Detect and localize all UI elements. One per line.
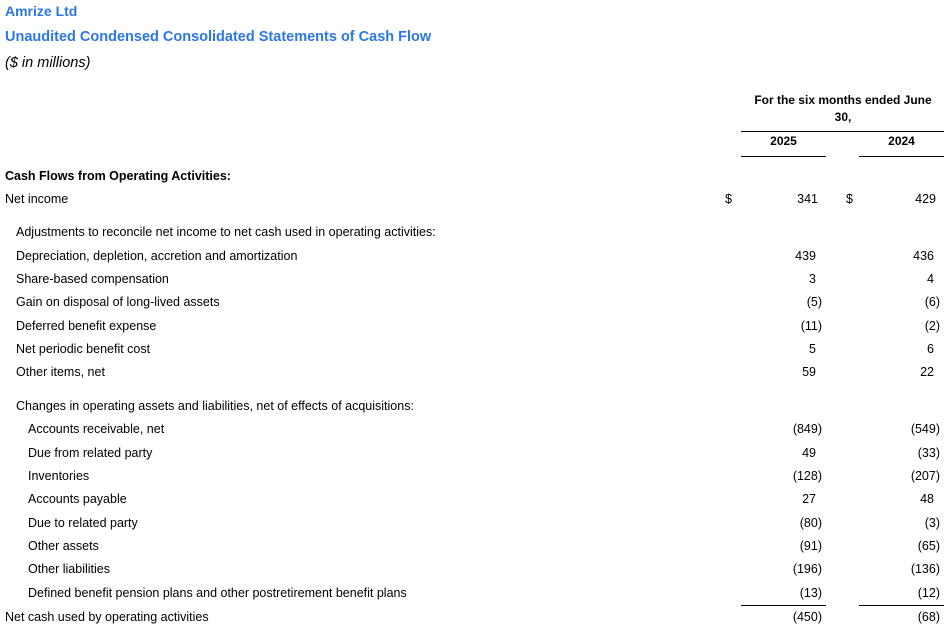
value-2024: (136) [910,562,940,576]
table-row [0,586,951,604]
year-2025-rule [741,156,826,157]
value-2024: (33) [917,446,940,460]
value-2024: 6 [927,342,934,356]
value-2025: (13) [799,586,822,600]
subtotal-rule-2024 [859,605,944,606]
currency-symbol: $ [725,192,732,206]
row-label: Accounts payable [28,492,127,506]
row-label: Due to related party [28,516,138,530]
table-row [0,192,951,210]
value-2025: 439 [795,249,816,263]
row-label: Share-based compensation [16,272,169,286]
value-2024: (65) [917,539,940,553]
row-label: Deferred benefit expense [16,319,157,333]
value-2024: 22 [920,365,934,379]
value-2024: (549) [910,422,940,436]
table-row [0,422,951,440]
period-header: For the six months ended June 30, [754,93,932,124]
value-2025: (91) [799,539,822,553]
period-rule [741,131,944,132]
value-2024: 429 [915,192,936,206]
value-2025: (11) [800,319,822,333]
currency-symbol: $ [846,192,853,206]
value-2025: (849) [792,422,822,436]
units-note: ($ in millions) [5,55,91,71]
value-2025: (196) [792,562,822,576]
value-2025: (128) [792,469,822,483]
row-label: Other items, net [16,365,105,379]
table-row [0,272,951,290]
value-2024: (12) [917,586,940,600]
value-2024: (3) [924,516,940,530]
row-label: Defined benefit pension plans and other postretirement benefit plans [28,586,407,600]
table-row [0,342,951,360]
table-row [0,516,951,534]
table-row [0,446,951,464]
table-row [0,319,951,337]
value-2025: (5) [806,295,822,309]
value-2024: (6) [924,295,940,309]
value-2024: (2) [924,319,940,333]
row-label: Cash Flows from Operating Activities: [5,169,231,183]
table-row [0,249,951,267]
table-row [0,295,951,313]
row-label: Due from related party [28,446,153,460]
table-row-total [0,610,951,628]
value-2025: (450) [792,610,822,624]
value-2025: 59 [802,365,816,379]
value-2025: (80) [799,516,822,530]
value-2024: 436 [913,249,934,263]
company-name: Amrize Ltd [5,3,78,19]
table-row [0,225,951,243]
row-label: Adjustments to reconcile net income to net cash used in operating activities: [16,225,436,239]
subtotal-rule-2025 [741,605,826,606]
value-2024: (207) [910,469,940,483]
table-row [0,539,951,557]
value-2025: 341 [797,192,818,206]
value-2025: 3 [809,272,816,286]
table-row [0,365,951,383]
row-label: Net income [5,192,69,206]
table-row [0,492,951,510]
value-2025: 49 [802,446,816,460]
table-row [0,469,951,487]
row-label: Other liabilities [28,562,110,576]
table-row [0,399,951,417]
row-label: Gain on disposal of long-lived assets [16,295,220,309]
value-2025: 27 [802,492,816,506]
table-row [0,562,951,580]
row-label: Other assets [28,539,99,553]
year-2025-header: 2025 [770,134,797,148]
row-label: Net cash used by operating activities [5,610,209,624]
value-2024: 4 [927,272,934,286]
row-label: Inventories [28,469,90,483]
table-row [0,169,951,187]
row-label: Changes in operating assets and liabilities, net of effects of acquisitions: [16,399,414,413]
row-label: Depreciation, depletion, accretion and amortization [16,249,298,263]
value-2024: 48 [920,492,934,506]
year-2024-rule [859,156,944,157]
value-2025: 5 [809,342,816,356]
year-2024-header: 2024 [888,134,915,148]
value-2024: (68) [917,610,940,624]
statement-title: Unaudited Condensed Consolidated Statements of Cash Flow [5,29,432,45]
row-label: Accounts receivable, net [28,422,165,436]
row-label: Net periodic benefit cost [16,342,151,356]
